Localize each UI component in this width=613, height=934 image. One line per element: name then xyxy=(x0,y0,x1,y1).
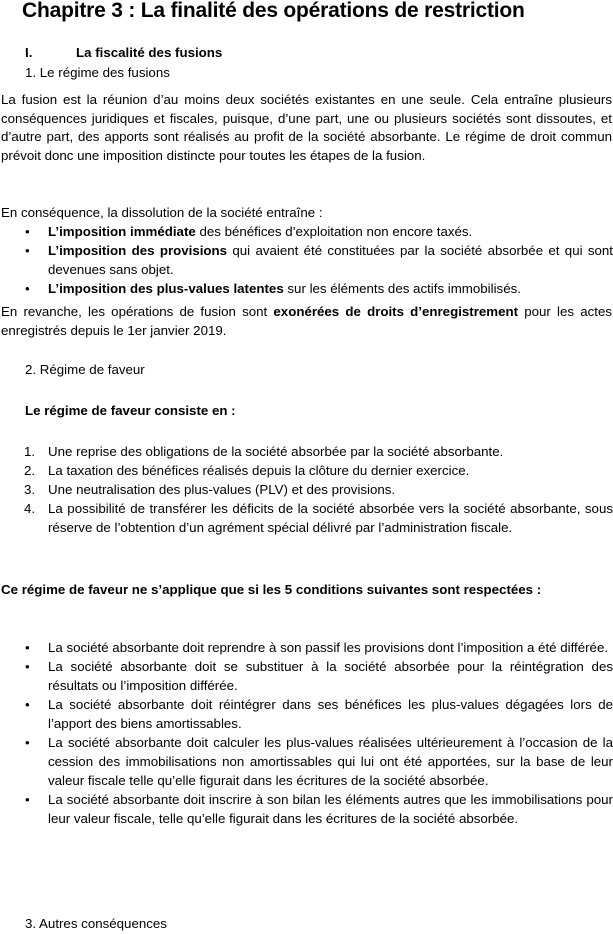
exemption-text-before: En revanche, les opérations de fusion sont xyxy=(1,304,274,319)
bullet-icon: • xyxy=(25,640,30,655)
list-item-text: La société absorbante doit reprendre à son passif les provisions dont l’imposition a été différée. xyxy=(48,640,609,655)
list-number: 2. xyxy=(24,463,36,478)
conditions-list xyxy=(0,638,613,828)
section-title: La fiscalité des fusions xyxy=(76,45,223,60)
subheading-3: 3. Autres conséquences xyxy=(25,916,167,931)
list-item-text: La société absorbante doit calculer les plus-values réalisées ultérieurement à l’occasion de la cession des immobilisations non amortissables qui lui ont été apportées, sur la base de leur valeur fiscale telle qu’elle figurait dans les écritures de la société absorbée. xyxy=(48,735,613,788)
list-item-bold: L’imposition des provisions xyxy=(48,243,228,258)
bullet-icon: • xyxy=(25,224,30,239)
list-item-text: des bénéfices d’exploitation non encore taxés. xyxy=(195,224,473,239)
list-item-text: sur les éléments des actifs immobilisés. xyxy=(283,281,521,296)
list-number: 4. xyxy=(24,501,36,516)
subheading-1: 1. Le régime des fusions xyxy=(25,65,170,80)
list-item-text: La société absorbante doit se substituer à la société absorbée pour la réintégration des résultats ou l’imposition différée. xyxy=(48,659,613,693)
section-heading xyxy=(25,43,223,63)
conditions-heading-text: Ce régime de faveur ne s’applique que si les 5 conditions suivantes sont respectées : xyxy=(1,582,542,597)
list-item xyxy=(0,695,613,733)
exemption-bold: exonérées de droits d’enregistrement xyxy=(273,304,519,319)
bullet-icon: • xyxy=(25,659,30,674)
list-item xyxy=(0,499,613,537)
list-number: 1. xyxy=(24,444,36,459)
favour-list xyxy=(0,442,613,537)
list-item-text: La société absorbante doit réintégrer dans ses bénéfices les plus-values dégagées lors de l’apport des biens amortissables. xyxy=(48,697,613,731)
list-item xyxy=(0,480,613,499)
list-number: 3. xyxy=(24,482,36,497)
favour-heading xyxy=(25,401,236,421)
exemption-text-after: pour les actes enregistrés depuis le 1er janvier 2019. xyxy=(1,304,612,338)
list-item xyxy=(0,222,613,241)
list-item xyxy=(0,442,613,461)
list-item-text: La société absorbante doit inscrire à son bilan les éléments autres que les immobilisations pour leur valeur fiscale, telle qu’elle figurait dans les écritures de la société absorbée. xyxy=(48,792,613,826)
list-item xyxy=(0,657,613,695)
intro-paragraph: La fusion est la réunion d’au moins deux sociétés existantes en une seule. Cela entraîne plusieurs conséquences juridiques et fiscales, puisque, d’une part, une ou plusieurs sociétés sont dissoutes, et d’autre part, des apports sont réalisés au profit de la société absorbante. Le régime de droit commun prévoit donc une imposition distincte pour toutes les étapes de la fusion. xyxy=(1,92,612,163)
consequence-intro: En conséquence, la dissolution de la société entraîne : xyxy=(1,205,323,220)
list-item xyxy=(0,241,613,279)
bullet-icon: • xyxy=(25,697,30,712)
list-item-bold: L’imposition des plus-values latentes xyxy=(48,281,284,296)
list-item xyxy=(0,279,613,298)
list-item xyxy=(0,790,613,828)
bullet-icon: • xyxy=(25,792,30,807)
list-item-text: La taxation des bénéfices réalisés depuis la clôture du dernier exercice. xyxy=(48,463,470,478)
favour-heading-text: Le régime de faveur consiste en : xyxy=(25,403,236,418)
exemption-paragraph xyxy=(1,302,612,340)
page-title: Chapitre 3 : La finalité des opérations de restriction xyxy=(22,0,525,22)
bullet-icon: • xyxy=(25,281,30,296)
list-item-text: qui avaient été constituées par la société absorbée et qui sont devenues sans objet. xyxy=(48,243,613,277)
subheading-2: 2. Régime de faveur xyxy=(25,362,145,377)
conditions-heading xyxy=(1,580,612,599)
list-item-text: Une neutralisation des plus-values (PLV) et des provisions. xyxy=(48,482,396,497)
list-item xyxy=(0,733,613,790)
list-item-text: La possibilité de transférer les déficits de la société absorbée vers la société absorbante, sous réserve de l’obtention d’un agrément spécial délivré par l’administration fiscale. xyxy=(48,501,613,535)
list-item-bold: L’imposition immédiate xyxy=(48,224,196,239)
list-item-text: Une reprise des obligations de la société absorbée par la société absorbante. xyxy=(48,444,504,459)
consequence-list xyxy=(0,222,613,298)
list-item xyxy=(0,461,613,480)
bullet-icon: • xyxy=(25,735,30,750)
list-item xyxy=(0,638,613,657)
bullet-icon: • xyxy=(25,243,30,258)
section-roman: I. xyxy=(25,45,33,60)
